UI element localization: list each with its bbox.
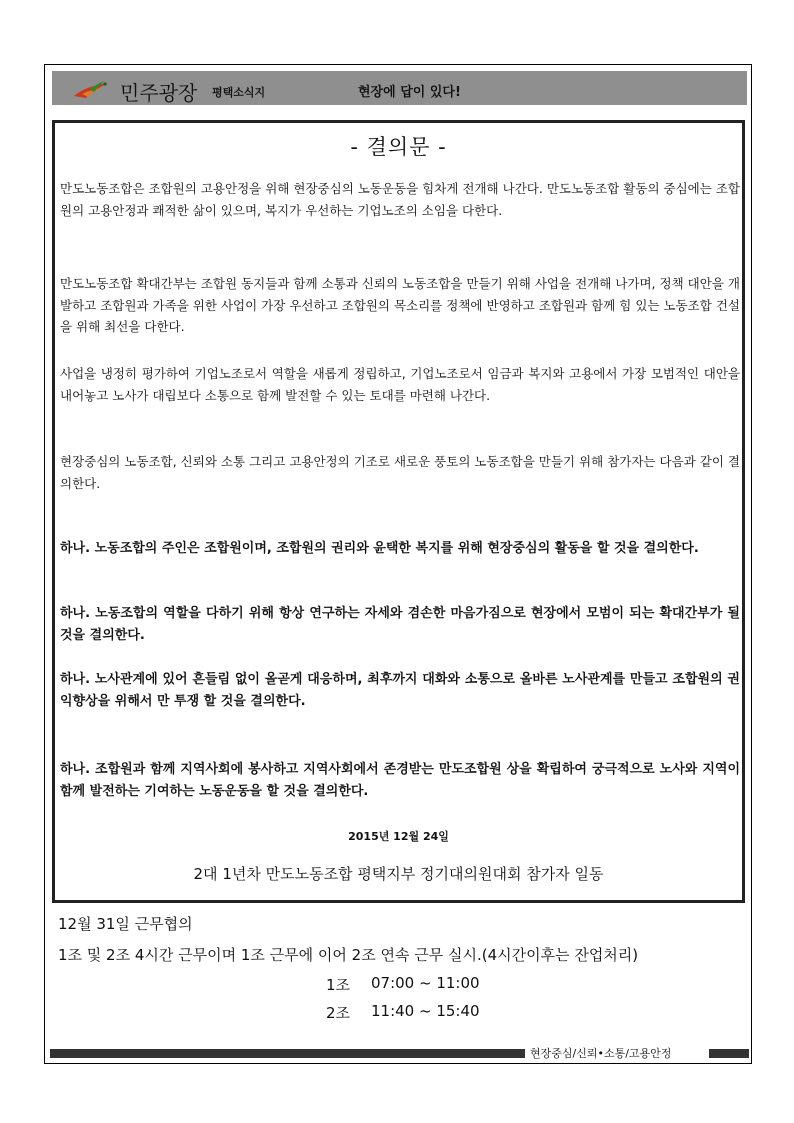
brand-name: 민주광장 — [120, 81, 198, 105]
newsletter-header — [52, 71, 747, 105]
shift-time: 07:00 ~ 11:00 — [371, 974, 480, 992]
resolution-point: 하나. 노동조합의 역할을 다하기 위해 항상 연구하는 자세와 겸손한 마음가짐으로 현장에서 모범이 되는 확대간부가 될 것을 결의한다. — [60, 606, 740, 643]
resolution-paragraph: 현장중심의 노동조합, 신뢰와 소통 그리고 고용안정의 기조로 새로운 풍토의 노동조합을 만들기 위해 참가자는 다음과 같이 결의한다. — [60, 454, 740, 491]
resolution-paragraph: 만도노동조합은 조합원의 고용안정을 위해 현장중심의 노동운동을 힘차게 전개해 나간다. 만도노동조합 활동의 중심에는 조합원의 고용안정과 쾌적한 삶이 있으며, 복지가 우선하는 기업노조의 소임을 다한다. — [60, 181, 740, 218]
resolution-box — [52, 120, 745, 903]
notice-title: 12월 31일 근무협의 — [58, 915, 193, 933]
resolution-point: 하나. 노동조합의 주인은 조합원이며, 조합원의 권리와 윤택한 복지를 위해 현장중심의 활동을 할 것을 결의한다. — [60, 541, 699, 556]
resolution-paragraph: 만도노동조합 확대간부는 조합원 동지들과 함께 소통과 신뢰의 노동조합을 만들기 위해 사업을 전개해 나가며, 정책 대안을 개발하고 조합원과 가족을 위한 사업이 가장 우선하고 조합원의 목소리를 정책에 반영하고 조합원과 함께 힘 있는 노동조합 건설을 위해 최선을 다한다. — [60, 276, 740, 334]
brand-subtitle: 평택소식지 — [212, 86, 266, 99]
resolution-title: - 결의문 - — [350, 135, 447, 159]
footer-bar-right — [709, 1049, 749, 1058]
resolution-date: 2015년 12월 24일 — [348, 830, 449, 843]
shift-label: 1조 — [326, 976, 351, 994]
footer-bar-left — [50, 1049, 525, 1058]
notice-detail: 1조 및 2조 4시간 근무이며 1조 근무에 이어 2조 연속 근무 실시.(4시간이후는 잔업처리) — [58, 946, 639, 964]
shift-time: 11:40 ~ 15:40 — [371, 1002, 480, 1020]
resolution-point: 하나. 조합원과 함께 지역사회에 봉사하고 지역사회에서 존경받는 만도조합원 상을 확립하여 궁극적으로 노사와 지역이 함께 발전하는 기여하는 노동운동을 할 것을 결의한다. — [60, 762, 740, 799]
shift-label: 2조 — [326, 1004, 351, 1022]
resolution-signature: 2대 1년차 만도노동조합 평택지부 정기대의원대회 참가자 일동 — [193, 865, 604, 883]
resolution-point: 하나. 노사관계에 있어 흔들림 없이 올곧게 대응하며, 최후까지 대화와 소통으로 올바른 노사관계를 만들고 조합원의 권익향상을 위해서 만 투쟁 할 것을 결의한다. — [60, 672, 740, 709]
footer-motto: 현장중심/신뢰•소통/고용안정 — [530, 1047, 672, 1060]
header-slogan: 현장에 답이 있다! — [358, 85, 461, 100]
resolution-paragraph: 사업을 냉정히 평가하여 기업노조로서 역할을 새롭게 정립하고, 기업노조로서 임금과 복지와 고용에서 가장 모범적인 대안을 내어놓고 노사가 대립보다 소통으로 함께 발전할 수 있는 토대를 마련해 나간다. — [60, 366, 740, 403]
bird-logo-icon — [72, 80, 110, 100]
